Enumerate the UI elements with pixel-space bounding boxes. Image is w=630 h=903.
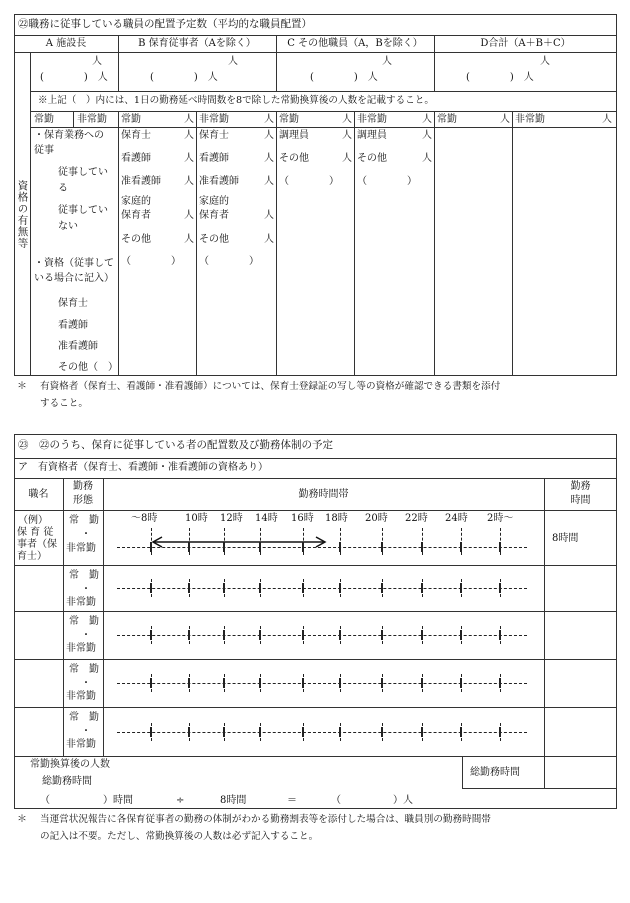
c-hijokin: 非常勤 (357, 114, 387, 125)
example-name-4: 育士） (17, 551, 47, 562)
row-1-tick-mark-1 (188, 583, 190, 593)
time-label-5: 18時 (325, 513, 348, 524)
note-inside: ※上記（ ）内には、1日の勤務延べ時間数を8で除した常勤換算後の人数を記載すること。 (38, 95, 434, 106)
row-3-tick-mark-0 (150, 678, 152, 688)
time-label-6: 20時 (365, 513, 388, 524)
qualification-vertical-label: 資格の有無等 (16, 180, 29, 249)
row-2-tick-mark-0 (150, 630, 152, 640)
c-item-sonota: その他 (279, 153, 309, 164)
h-form-2: 形態 (73, 495, 93, 506)
row-2-form-2: 非常勤 (66, 643, 96, 654)
row-divider (14, 659, 617, 660)
row-4-tick-mark-6 (381, 727, 383, 737)
col-header-b: B 保育従事者（Aを除く） (138, 38, 256, 49)
row-2-tick-mark-5 (339, 630, 341, 640)
b-item-sonota-person: 人 (184, 234, 194, 245)
row-0-tick-mark-6 (381, 542, 383, 552)
d-hijokin-person: 人 (602, 114, 612, 125)
b-item-junkango-person: 人 (184, 176, 194, 187)
staff-table (14, 14, 617, 376)
footnote2-line2: の記入は不要。ただし、常勤換算後の人数は必ず記入すること。 (40, 831, 319, 842)
row-3-form-1: ・ (81, 678, 91, 689)
left-line-10: 看護師 (58, 320, 88, 331)
row-2-tick-mark-8 (460, 630, 462, 640)
conv-f0: （ (40, 795, 50, 806)
time-label-3: 14時 (255, 513, 278, 524)
left-line-8: いる場合に記入） (34, 273, 114, 284)
count-a-person: 人 (92, 56, 102, 67)
c-item-sonota-person: 人 (342, 153, 352, 164)
col-header-c: C その他職員（A，Bを除く） (287, 38, 423, 49)
c-hijokin-person: 人 (422, 114, 432, 125)
footnote1-line1: 有資格者（保育士、看護師・准看護師）については、保育士登録証の写し等の資格が確認できる書類を添付 (40, 381, 501, 392)
b-item-katei-person: 人 (184, 210, 194, 221)
row-3-tick-mark-9 (499, 678, 501, 688)
row-4-tick-mark-2 (223, 727, 225, 737)
row-1-form-0: 常 勤 (69, 570, 99, 581)
left-line-11: 准看護師 (58, 341, 98, 352)
h-name: 職名 (28, 489, 49, 500)
b2-item-kangoshi: 看護師 (199, 153, 229, 164)
b2-item-junkango: 准看護師 (199, 176, 239, 187)
b-hijokin-person: 人 (264, 114, 274, 125)
row-4-timeline (117, 732, 527, 733)
b2-item-kangoshi-person: 人 (264, 153, 274, 164)
h-form-1: 勤務 (73, 481, 93, 492)
count-d-person: 人 (540, 56, 550, 67)
count-d-paren: ( ) 人 (466, 72, 534, 83)
row-2-tick-mark-7 (421, 630, 423, 640)
row-2-form-1: ・ (81, 630, 91, 641)
c-item-chori-person: 人 (342, 130, 352, 141)
time-label-7: 22時 (405, 513, 428, 524)
row-3-tick-mark-6 (381, 678, 383, 688)
b2-item-katei1: 家庭的 (199, 196, 229, 207)
count-c-person: 人 (382, 56, 392, 67)
total-hours-label: 総勤務時間 (470, 767, 520, 778)
time-label-9: 2時～ (487, 513, 514, 524)
row-0-tick-mark-3 (259, 542, 261, 552)
conv-title: 常勤換算後の人数 (30, 759, 110, 770)
row-3-form-0: 常 勤 (69, 664, 99, 675)
row-4-form-0: 常 勤 (69, 712, 99, 723)
footnote1-line2: すること。 (40, 398, 88, 409)
a-jokin: 常勤 (34, 114, 54, 125)
row-4-tick-mark-1 (188, 727, 190, 737)
d-jokin-person: 人 (500, 114, 510, 125)
row-4-form-1: ・ (81, 726, 91, 737)
row-4-tick-mark-8 (460, 727, 462, 737)
left-line-1: ・保育業務への (34, 130, 104, 141)
row-3-tick-mark-8 (460, 678, 462, 688)
c2-item-sonota-person: 人 (422, 153, 432, 164)
conv-f2: ÷ (176, 795, 185, 806)
schedule-subtitle: ア 有資格者（保育士、看護師・准看護師の資格あり） (18, 462, 268, 473)
row-1-tick-mark-7 (421, 583, 423, 593)
footnote2-mark: ＊ (17, 814, 27, 825)
conv-f3: 8時間 (220, 795, 247, 806)
h-band: 勤務時間帯 (298, 489, 349, 500)
row-4-tick-mark-3 (259, 727, 261, 737)
row-0-tick-mark-4 (302, 542, 304, 552)
row-2-tick-mark-1 (188, 630, 190, 640)
count-c-paren: ( ) 人 (310, 72, 378, 83)
example-name-3: 事者（保 (17, 539, 57, 550)
b-jokin: 常勤 (121, 114, 141, 125)
footnote1-mark: ＊ (17, 381, 27, 392)
row-divider (14, 565, 617, 566)
b2-item-junkango-person: 人 (264, 176, 274, 187)
row-2-tick-mark-3 (259, 630, 261, 640)
count-b-paren: ( ) 人 (150, 72, 218, 83)
left-line-6: ない (58, 221, 78, 232)
schedule-title: ㉓ ㉒のうち、保育に従事している者の配置数及び勤務体制の予定 (18, 439, 333, 451)
conv-f1: ）時間 (103, 795, 133, 806)
row-2-tick-mark-6 (381, 630, 383, 640)
row-1-form-1: ・ (81, 584, 91, 595)
row-3-timeline (117, 683, 527, 684)
b2-item-sonota: その他 (199, 234, 229, 245)
row-3-tick-mark-4 (302, 678, 304, 688)
row-1-tick-mark-0 (150, 583, 152, 593)
row-1-tick-mark-5 (339, 583, 341, 593)
c-item-paren: （ ） (279, 176, 339, 187)
row-3-tick-mark-7 (421, 678, 423, 688)
b-item-hoikushi: 保育士 (121, 130, 151, 141)
b2-item-hoikushi-person: 人 (264, 130, 274, 141)
row-1-tick-mark-8 (460, 583, 462, 593)
row-1-tick-mark-6 (381, 583, 383, 593)
left-line-3: 従事してい (58, 167, 108, 178)
c2-item-chori: 調理員 (357, 130, 387, 141)
h-hours-2: 時間 (570, 495, 591, 506)
row-1-tick-mark-3 (259, 583, 261, 593)
d-hijokin: 非常勤 (515, 114, 545, 125)
row-1-form-2: 非常勤 (66, 597, 96, 608)
b-hijokin: 非常勤 (199, 114, 229, 125)
row-0-form-1: ・ (81, 529, 91, 540)
b-item-kangoshi-person: 人 (184, 153, 194, 164)
row-4-form-2: 非常勤 (66, 739, 96, 750)
row-4-tick-mark-5 (339, 727, 341, 737)
row-3-form-2: 非常勤 (66, 691, 96, 702)
b-item-sonota: その他 (121, 234, 151, 245)
example-name-1: （例） (18, 515, 48, 526)
time-label-4: 16時 (291, 513, 314, 524)
row-0-form-0: 常 勤 (69, 515, 99, 526)
b2-item-hoikushi: 保育士 (199, 130, 229, 141)
d-jokin: 常勤 (437, 114, 457, 125)
footnote2-line1: 当運営状況報告に各保育従事者の勤務の体制がわかる勤務割表等を添付した場合は、職員別の勤務時間帯 (40, 814, 491, 825)
row-3-tick-mark-2 (223, 678, 225, 688)
row-4-tick-mark-7 (421, 727, 423, 737)
example-hours: 8時間 (552, 533, 579, 544)
b-item-kangoshi: 看護師 (121, 153, 151, 164)
c2-item-chori-person: 人 (422, 130, 432, 141)
row-0-tick-mark-9 (499, 542, 501, 552)
row-3-tick-mark-5 (339, 678, 341, 688)
row-0-tick-mark-7 (421, 542, 423, 552)
row-4-tick-mark-0 (150, 727, 152, 737)
b2-item-katei-person: 人 (264, 210, 274, 221)
col-header-a: A 施設長 (45, 38, 87, 49)
row-0-tick-mark-0 (150, 542, 152, 552)
time-label-1: 10時 (185, 513, 208, 524)
row-0-timeline (117, 547, 527, 548)
c-jokin-person: 人 (342, 114, 352, 125)
b-item-paren: （ ） (121, 256, 181, 267)
row-3-tick-mark-3 (259, 678, 261, 688)
row-0-tick-mark-1 (188, 542, 190, 552)
conv-f6: ）人 (393, 795, 413, 806)
b2-item-katei2: 保育者 (199, 210, 229, 221)
c-item-chori: 調理員 (279, 130, 309, 141)
left-line-5: 従事してい (58, 205, 108, 216)
left-line-2: 従事 (34, 145, 54, 156)
row-1-tick-mark-4 (302, 583, 304, 593)
b2-item-sonota-person: 人 (264, 234, 274, 245)
row-0-form-2: 非常勤 (66, 543, 96, 554)
example-name-2: 保 育 従 (17, 527, 54, 538)
left-line-7: ・資格（従事して (34, 258, 114, 269)
b-item-katei1: 家庭的 (121, 196, 151, 207)
row-1-tick-mark-2 (223, 583, 225, 593)
row-2-tick-mark-9 (499, 630, 501, 640)
row-2-form-0: 常 勤 (69, 616, 99, 627)
row-0-tick-mark-5 (339, 542, 341, 552)
row-1-timeline (117, 588, 527, 589)
conv-total: 総勤務時間 (42, 776, 92, 787)
row-1-tick-mark-9 (499, 583, 501, 593)
row-divider (14, 611, 617, 612)
row-2-tick-mark-4 (302, 630, 304, 640)
b-item-katei2: 保育者 (121, 210, 151, 221)
row-3-tick-mark-1 (188, 678, 190, 688)
conv-f5: （ (331, 795, 341, 806)
count-a-paren: ( ) 人 (40, 72, 108, 83)
h-hours-1: 勤務 (570, 481, 591, 492)
left-line-9: 保育士 (58, 298, 88, 309)
row-4-tick-mark-4 (302, 727, 304, 737)
row-0-tick-mark-2 (223, 542, 225, 552)
time-label-8: 24時 (445, 513, 468, 524)
time-label-0: ～8時 (131, 513, 158, 524)
time-label-2: 12時 (220, 513, 243, 524)
b-item-hoikushi-person: 人 (184, 130, 194, 141)
a-hijokin: 非常勤 (77, 114, 107, 125)
row-0-tick-mark-8 (460, 542, 462, 552)
b-item-junkango: 准看護師 (121, 176, 161, 187)
b2-item-paren: （ ） (199, 256, 259, 267)
col-header-d: D合計（A＋B＋C） (480, 38, 571, 49)
row-divider (14, 707, 617, 708)
b-jokin-person: 人 (184, 114, 194, 125)
c-jokin: 常勤 (279, 114, 299, 125)
c2-item-paren: （ ） (357, 176, 417, 187)
left-line-12: その他（ ） (58, 362, 118, 373)
conv-f4: ＝ (287, 795, 297, 806)
c2-item-sonota: その他 (357, 153, 387, 164)
count-b-person: 人 (228, 56, 238, 67)
left-line-4: る (58, 183, 68, 194)
staff-table-title: ㉒職務に従事している職員の配置予定数（平均的な職員配置） (18, 18, 312, 30)
row-2-timeline (117, 635, 527, 636)
row-2-tick-mark-2 (223, 630, 225, 640)
row-4-tick-mark-9 (499, 727, 501, 737)
